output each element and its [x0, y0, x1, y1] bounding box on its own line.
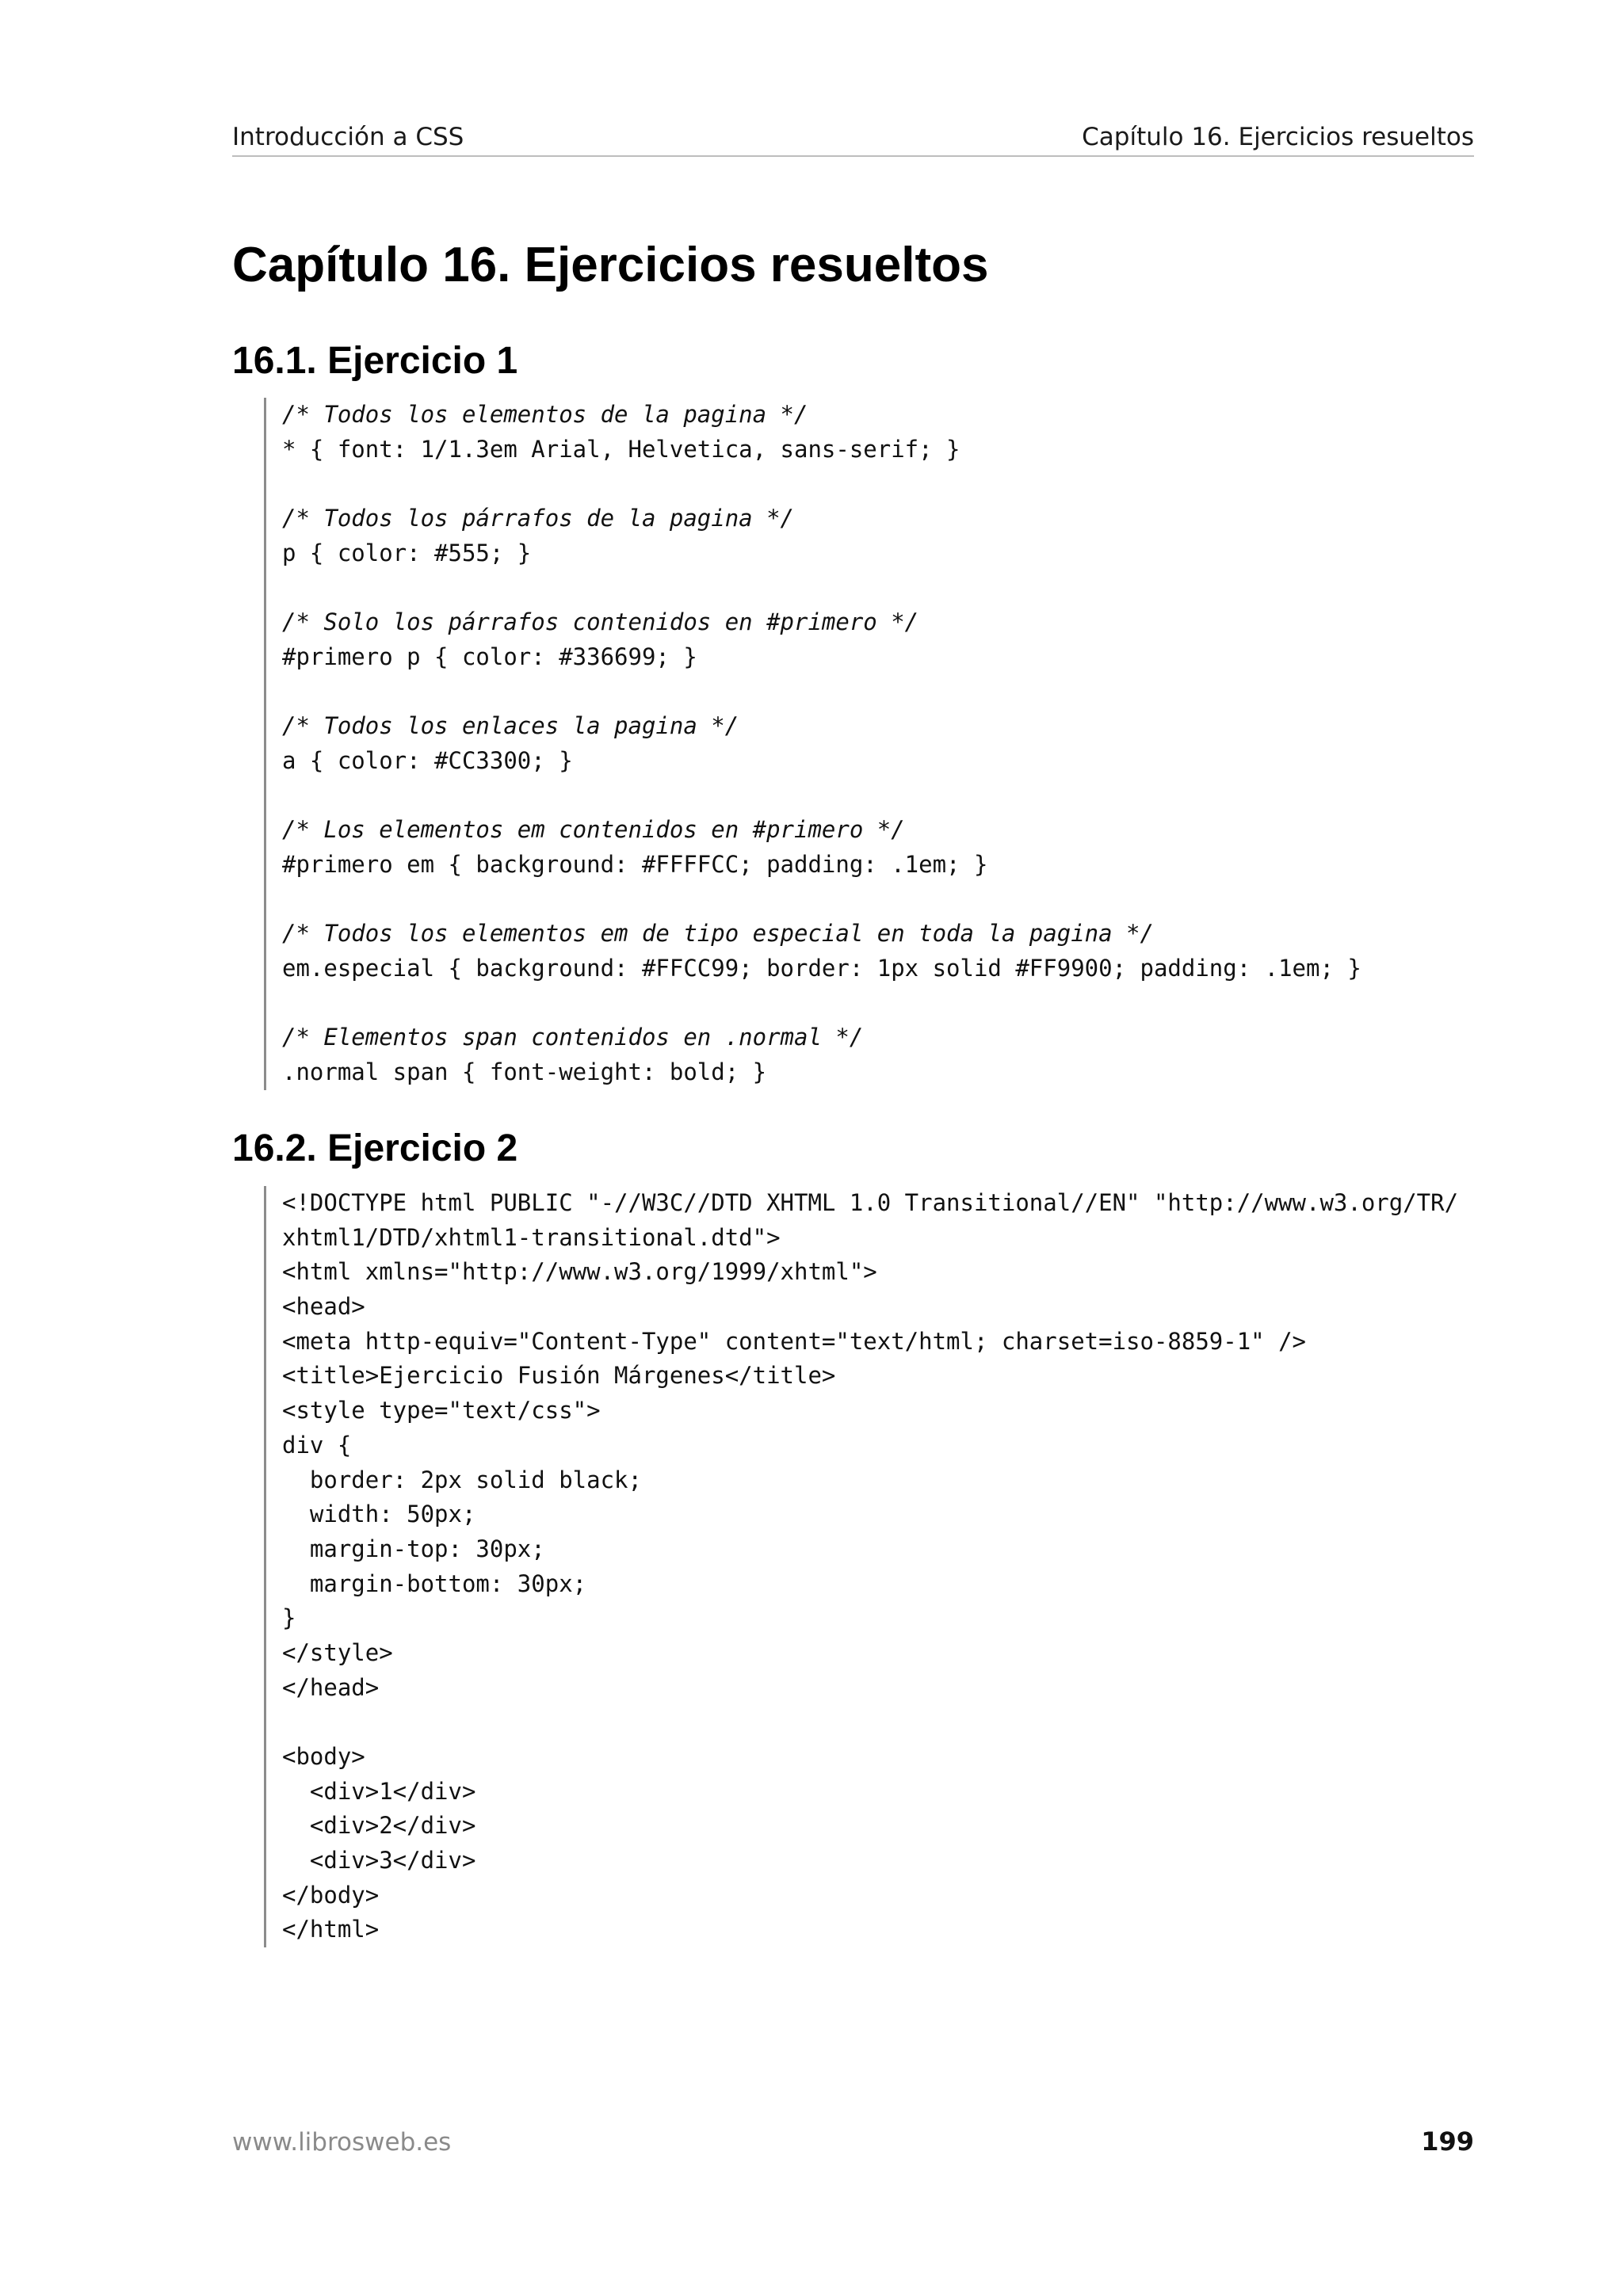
code-line: </body> — [282, 1881, 380, 1909]
code-line: * { font: 1/1.3em Arial, Helvetica, sans-serif; } — [282, 435, 960, 463]
code-line: xhtml1/DTD/xhtml1-transitional.dtd"> — [282, 1223, 781, 1251]
code-line: em.especial { background: #FFCC99; border: 1px solid #FF9900; padding: .1em; } — [282, 955, 1361, 982]
code-block-ejercicio-1 — [264, 398, 1361, 1090]
running-header — [232, 119, 1474, 157]
code-line: a { color: #CC3300; } — [282, 746, 573, 774]
code-line: p { color: #555; } — [282, 539, 532, 566]
code-line: #primero p { color: #336699; } — [282, 643, 697, 670]
code-line: </head> — [282, 1673, 380, 1701]
code-line — [282, 467, 1361, 502]
code-line: <style type="text/css"> — [282, 1397, 601, 1425]
code-line: <html xmlns="http://www.w3.org/1999/xhtml"> — [282, 1258, 877, 1286]
code-line — [282, 675, 1361, 710]
code-line: <div>3</div> — [282, 1847, 476, 1875]
code-line — [282, 986, 1361, 1021]
code-line: <head> — [282, 1293, 365, 1321]
code-line: /* Solo los párrafos contenidos en #primero */ — [282, 608, 919, 636]
page-number: 199 — [1421, 2126, 1474, 2157]
code-line — [282, 779, 1361, 814]
section-title-ejercicio-1: 16.1. Ejercicio 1 — [232, 340, 518, 382]
code-line: margin-top: 30px; — [282, 1535, 545, 1562]
section-title-ejercicio-2: 16.2. Ejercicio 2 — [232, 1127, 518, 1169]
code-line: <meta http-equiv="Content-Type" content="text/html; charset=iso-8859-1" /> — [282, 1327, 1307, 1355]
code-line: .normal span { font-weight: bold; } — [282, 1058, 767, 1086]
code-line: <div>1</div> — [282, 1777, 476, 1805]
code-line: <!DOCTYPE html PUBLIC "-//W3C//DTD XHTML 1.0 Transitional//EN" "http://www.w3.org/TR/ — [282, 1189, 1459, 1216]
code-line: <title>Ejercicio Fusión Márgenes</title> — [282, 1362, 836, 1390]
header-chapter-title: Capítulo 16. Ejercicios resueltos — [1082, 123, 1474, 151]
code-line: } — [282, 1604, 296, 1632]
chapter-title: Capítulo 16. Ejercicios resueltos — [232, 238, 989, 292]
footer-website-url: www.librosweb.es — [232, 2128, 452, 2157]
code-line: /* Todos los elementos de la pagina */ — [282, 401, 808, 428]
code-line: /* Todos los enlaces la pagina */ — [282, 712, 739, 740]
header-book-title: Introducción a CSS — [232, 123, 464, 151]
code-line: /* Elementos span contenidos en .normal */ — [282, 1024, 864, 1051]
code-line: width: 50px; — [282, 1501, 476, 1528]
code-line: <body> — [282, 1743, 365, 1770]
code-line: /* Todos los elementos em de tipo especial en toda la pagina */ — [282, 920, 1154, 948]
code-line: <div>2</div> — [282, 1812, 476, 1840]
code-line — [282, 883, 1361, 917]
code-line: /* Los elementos em contenidos en #primero */ — [282, 816, 905, 844]
code-line: </html> — [282, 1916, 380, 1943]
code-line — [282, 570, 1361, 605]
code-line: </style> — [282, 1638, 393, 1666]
code-line: /* Todos los párrafos de la pagina */ — [282, 505, 795, 532]
code-line: #primero em { background: #FFFFCC; padding: .1em; } — [282, 850, 988, 878]
code-line — [282, 1705, 1458, 1740]
code-line: div { — [282, 1431, 352, 1459]
code-line: border: 2px solid black; — [282, 1466, 642, 1493]
code-block-ejercicio-2 — [264, 1186, 1458, 1947]
code-line: margin-bottom: 30px; — [282, 1569, 587, 1597]
